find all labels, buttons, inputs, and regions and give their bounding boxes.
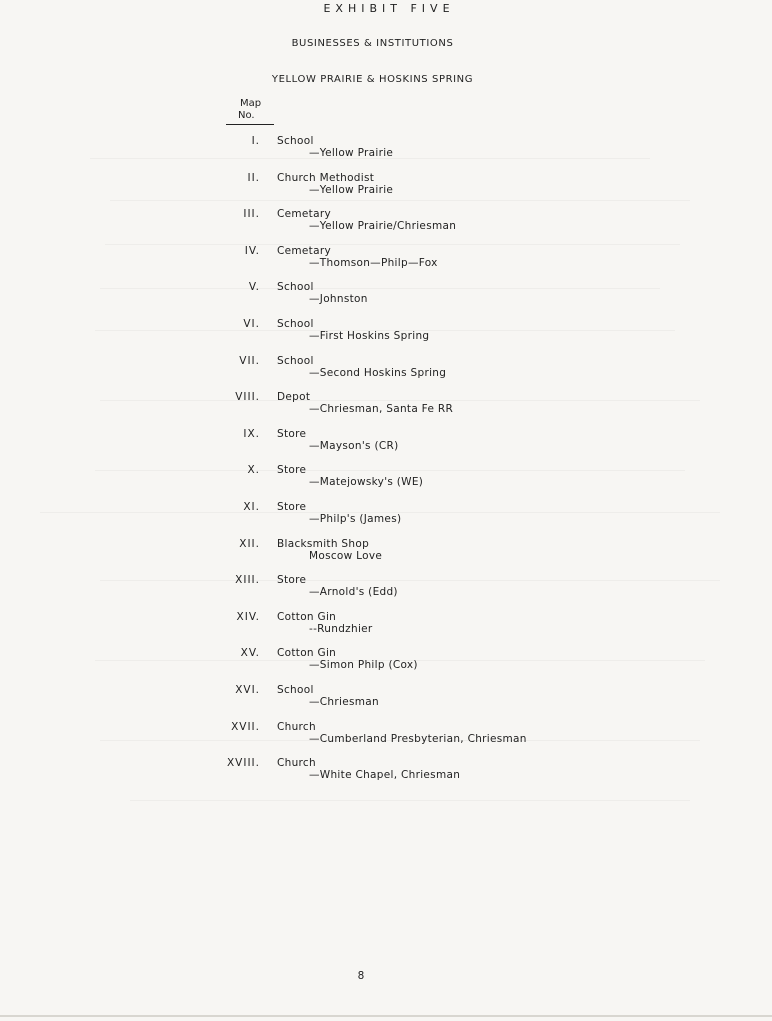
document-subtitle: BUSINESSES & INSTITUTIONS xyxy=(291,38,454,49)
map-number: X. xyxy=(247,464,260,477)
list-item xyxy=(0,208,700,238)
entry-place: —Chriesman, Santa Fe RR xyxy=(309,403,454,416)
entry-place: —Johnston xyxy=(309,293,368,306)
entry-type: Cotton Gin xyxy=(277,647,337,660)
header-underline xyxy=(226,124,274,125)
map-number: XIV. xyxy=(236,610,260,623)
entry-type: Store xyxy=(277,574,307,587)
map-number: XV. xyxy=(240,647,260,660)
list-item xyxy=(0,574,700,604)
entry-type: Church xyxy=(277,720,316,733)
list-item xyxy=(0,245,700,275)
map-number: III. xyxy=(243,208,260,221)
entry-type: School xyxy=(277,281,314,294)
bleed-through-line xyxy=(130,800,690,801)
entry-type: School xyxy=(277,354,314,367)
list-item xyxy=(0,647,700,677)
map-number: XIII. xyxy=(235,574,260,587)
entry-place: —Philp's (James) xyxy=(309,513,402,525)
entry-place: —Yellow Prairie/Chriesman xyxy=(309,220,457,233)
entry-place: —Cumberland Presbyterian, Chriesman xyxy=(309,732,527,745)
entry-place: —Simon Philp (Cox) xyxy=(309,659,418,672)
page-number: 8 xyxy=(357,970,365,982)
entry-type: School xyxy=(277,135,314,147)
map-number: XVII. xyxy=(231,720,260,733)
list-item xyxy=(0,391,700,421)
entry-type: School xyxy=(277,318,314,330)
map-number: II. xyxy=(247,171,260,184)
map-number: VIII. xyxy=(235,391,260,404)
list-item xyxy=(0,355,700,385)
location-title: YELLOW PRAIRIE & HOSKINS SPRING xyxy=(271,74,474,85)
map-number: XVIII. xyxy=(226,757,260,770)
map-number: XII. xyxy=(239,537,260,550)
entry-type: Store xyxy=(277,427,307,440)
map-header-line1: Map xyxy=(240,98,262,109)
list-item xyxy=(0,684,700,714)
map-number: IV. xyxy=(244,244,260,257)
entry-place: —Matejowsky's (WE) xyxy=(309,476,424,489)
list-item xyxy=(0,318,700,348)
entry-place: —Thomson—Philp—Fox xyxy=(309,256,438,269)
map-number: XVI. xyxy=(235,684,260,696)
entry-place: —Yellow Prairie xyxy=(309,183,394,196)
entry-type: School xyxy=(277,684,314,696)
entry-place: —First Hoskins Spring xyxy=(309,330,430,342)
entry-place: —Arnold's (Edd) xyxy=(309,586,398,599)
entry-type: Cotton Gin xyxy=(277,610,337,623)
entry-place: —Second Hoskins Spring xyxy=(309,366,447,379)
list-item xyxy=(0,135,700,165)
entry-place: —Yellow Prairie xyxy=(309,147,394,159)
entry-place: —Chriesman xyxy=(309,696,379,708)
entry-type: Cemetary xyxy=(277,244,331,257)
map-number: XI. xyxy=(243,501,260,513)
list-item xyxy=(0,721,700,751)
list-item xyxy=(0,611,700,641)
entry-type: Blacksmith Shop xyxy=(277,537,370,550)
list-item xyxy=(0,464,700,494)
map-number: IX. xyxy=(243,427,260,440)
map-header-line2: No. xyxy=(238,110,255,121)
map-number-header xyxy=(238,98,261,122)
entry-place: --Rundzhier xyxy=(309,622,373,635)
entry-place: —Mayson's (CR) xyxy=(309,439,399,452)
entry-type: Store xyxy=(277,464,307,477)
entry-type: Cemetary xyxy=(277,208,331,221)
map-number: VII. xyxy=(239,354,260,367)
list-item xyxy=(0,428,700,458)
entry-place: —White Chapel, Chriesman xyxy=(309,769,461,782)
exhibit-title: EXHIBIT FIVE xyxy=(323,2,455,15)
page-bottom-edge xyxy=(0,1015,772,1017)
map-number: V. xyxy=(248,281,260,294)
entry-place: Moscow Love xyxy=(309,549,383,562)
map-number: VI. xyxy=(243,318,260,330)
list-item xyxy=(0,281,700,311)
list-item xyxy=(0,757,700,787)
entry-type: Depot xyxy=(277,391,311,404)
list-item xyxy=(0,501,700,531)
entry-type: Store xyxy=(277,501,307,513)
list-item xyxy=(0,172,700,202)
entry-type: Church Methodist xyxy=(277,171,375,184)
entry-type: Church xyxy=(277,757,316,770)
map-number: I. xyxy=(251,135,260,147)
list-item xyxy=(0,538,700,568)
